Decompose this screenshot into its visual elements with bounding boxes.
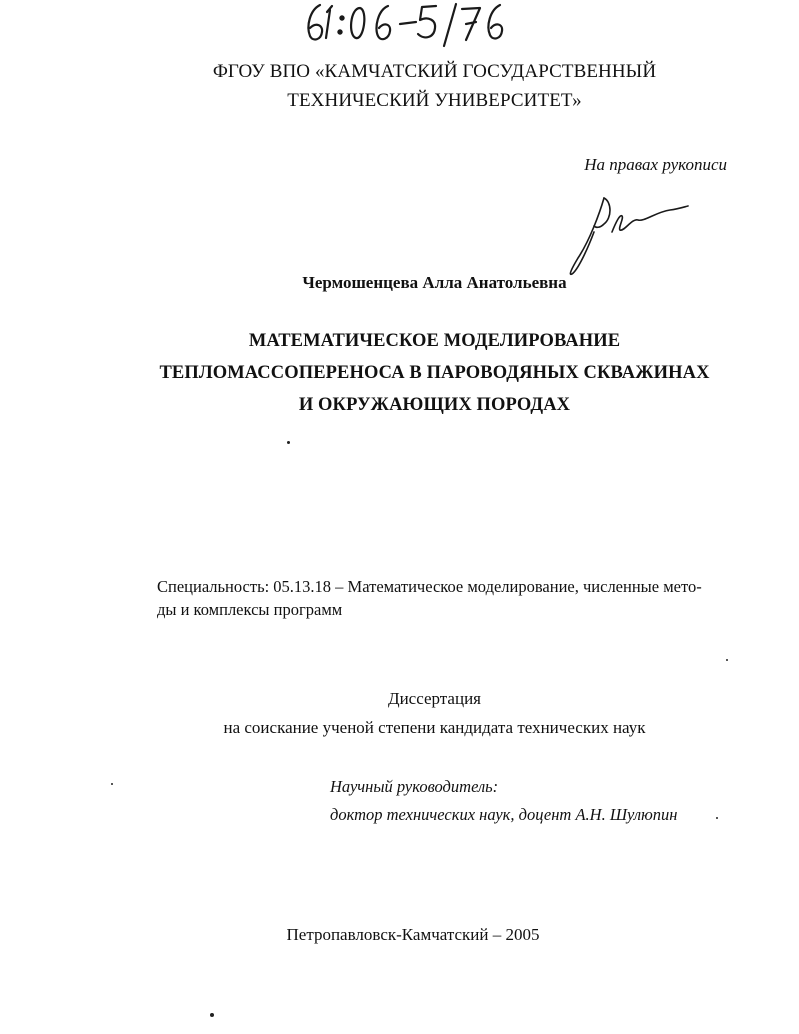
archive-stamp-drawing	[296, 0, 516, 50]
dissertation-title-line-2: ТЕПЛОМАССОПЕРЕНОСА В ПАРОВОДЯНЫХ СКВАЖИНАХ	[159, 363, 710, 383]
dissertation-label: Диссертация	[387, 689, 481, 708]
dissertation-purpose: на соискание ученой степени кандидата технических наук	[223, 718, 646, 737]
organization-line-2: ТЕХНИЧЕСКИЙ УНИВЕРСИТЕТ»	[287, 90, 582, 111]
signature	[560, 192, 700, 282]
scan-speck	[716, 817, 718, 819]
organization-line-1: ФГОУ ВПО «КАМЧАТСКИЙ ГОСУДАРСТВЕННЫЙ	[212, 61, 657, 82]
rights-note: На правах рукописи	[584, 155, 727, 174]
scan-speck	[726, 659, 728, 661]
city-and-year: Петропавловск-Камчатский – 2005	[286, 925, 540, 944]
supervisor-label: Научный руководитель:	[330, 777, 499, 796]
scan-speck	[111, 783, 113, 785]
supervisor-name: доктор технических наук, доцент А.Н. Шулюпин	[330, 805, 678, 824]
dissertation-title-line-3: И ОКРУЖАЮЩИХ ПОРОДАХ	[298, 395, 571, 415]
dissertation-title-line-1: МАТЕМАТИЧЕСКОЕ МОДЕЛИРОВАНИЕ	[248, 331, 621, 351]
specialty-line-2: ды и комплексы программ	[157, 600, 343, 619]
scan-speck	[287, 441, 290, 444]
specialty-line-1: Специальность: 05.13.18 – Математическое моделирование, численные мето-	[157, 577, 702, 596]
archive-stamp	[296, 0, 516, 50]
author-name: Чермошенцева Алла Анатольевна	[302, 273, 567, 292]
scan-speck	[210, 1013, 214, 1017]
